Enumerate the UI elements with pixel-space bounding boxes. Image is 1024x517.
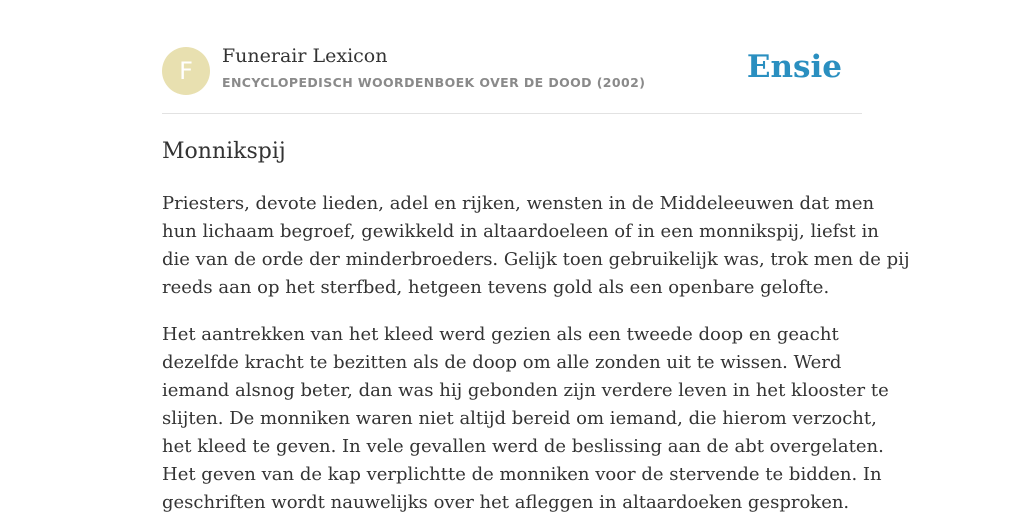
paragraph-line: hun lichaam begroef, gewikkeld in altaardoeleen of in een monnikspij, liefst in — [162, 221, 879, 242]
source-avatar: F — [162, 47, 210, 95]
paragraph-line: Het aantrekken van het kleed werd gezien als een tweede doop en geacht — [162, 324, 839, 345]
paragraph-line: slijten. De monniken waren niet altijd bereid om iemand, die hierom verzocht, — [162, 408, 877, 429]
paragraph-line: Priesters, devote lieden, adel en rijken, wensten in de Middeleeuwen dat men — [162, 193, 875, 214]
source-subtitle: ENCYCLOPEDISCH WOORDENBOEK OVER DE DOOD (2002) — [222, 75, 646, 90]
paragraph-line: reeds aan op het sterfbed, hetgeen tevens gold als een openbare gelofte. — [162, 277, 830, 298]
paragraph-line: dezelfde kracht te bezitten als de doop om alle zonden uit te wissen. Werd — [162, 352, 842, 373]
article-title: Monnikspij — [162, 139, 286, 164]
source-title[interactable]: Funerair Lexicon — [222, 45, 388, 67]
paragraph-line: het kleed te geven. In vele gevallen werd de beslissing aan de abt overgelaten. — [162, 436, 884, 457]
page — [162, 0, 910, 513]
paragraph-line: die van de orde der minderbroeders. Gelijk toen gebruikelijk was, trok men de pij — [162, 249, 910, 270]
article-paragraph — [162, 190, 910, 302]
ensie-logo[interactable]: Ensie — [746, 49, 842, 85]
source-header — [162, 0, 862, 114]
paragraph-line: iemand alsnog beter, dan was hij gebonden zijn verdere leven in het klooster te — [162, 380, 889, 401]
article-paragraph — [162, 321, 889, 517]
paragraph-line: Het geven van de kap verplichtte de monniken voor de stervende te bidden. In — [162, 464, 882, 485]
paragraph-line: geschriften wordt nauwelijks over het afleggen in altaardoeken gesproken. — [162, 492, 850, 513]
